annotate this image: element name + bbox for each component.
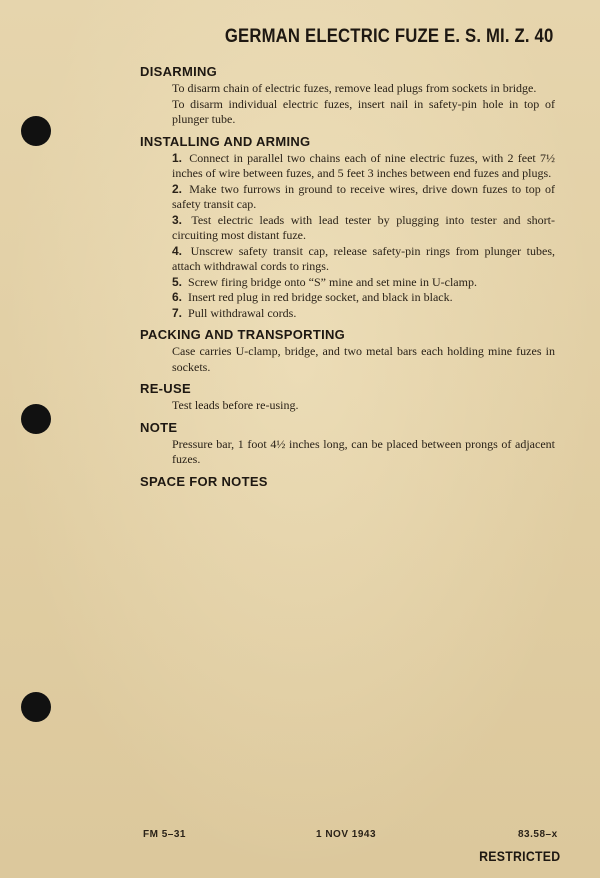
step-number: 6.: [172, 290, 183, 304]
step-number: 5.: [172, 274, 183, 289]
step-number: 1.: [172, 150, 183, 165]
list-item: [140, 306, 555, 322]
step-number: 3.: [172, 212, 183, 227]
section-heading: PACKING AND TRANSPORTING: [140, 327, 346, 342]
footer-code: 83.58–x: [518, 829, 558, 840]
section-note: [140, 420, 555, 468]
section-re-use: [140, 381, 555, 414]
step-text: Test electric leads with lead tester by plugging into tester and short-circuiting most distant fuze.: [172, 212, 555, 242]
section-heading: NOTE: [140, 419, 178, 435]
list-item: [140, 213, 555, 244]
step-text: Make two furrows in ground to receive wires, drive down fuzes to top of safety transit cap.: [172, 181, 556, 211]
step-number: 2.: [172, 181, 183, 196]
paragraph: To disarm chain of electric fuzes, remove lead plugs from sockets in bridge.: [172, 81, 537, 95]
step-number: 4.: [172, 243, 183, 258]
step-text: Insert red plug in red bridge socket, and black in black.: [188, 290, 453, 304]
list-item: [140, 275, 555, 291]
binder-hole-bottom: [21, 692, 51, 722]
footer-date: 1 NOV 1943: [316, 829, 377, 840]
section-heading: SPACE FOR NOTES: [140, 473, 268, 489]
section-space-for-notes: [140, 474, 555, 490]
paragraph: Test leads before re-using.: [172, 398, 299, 412]
binder-hole-middle: [21, 404, 51, 434]
section-heading: DISARMING: [140, 64, 218, 79]
step-number: 7.: [172, 305, 183, 320]
section-disarming: [140, 64, 555, 128]
list-item: [140, 182, 555, 213]
section-packing-transporting: [140, 327, 555, 375]
step-text: Connect in parallel two chains each of nine electric fuzes, with 2 feet 7½ inches of wire between fuzes, and 5 feet 3 inches between end fuzes and plugs.: [172, 150, 556, 180]
step-text: Screw firing bridge onto “S” mine and set mine in U-clamp.: [188, 274, 477, 289]
section-heading: INSTALLING AND ARMING: [140, 133, 311, 149]
paragraph: Pressure bar, 1 foot 4½ inches long, can be placed between prongs of adjacent fuzes.: [172, 436, 555, 466]
paragraph: To disarm individual electric fuzes, insert nail in safety-pin hole in top of plunger tube.: [172, 96, 555, 126]
page-title: GERMAN ELECTRIC FUZE E. S. MI. Z. 40: [225, 26, 554, 47]
footer-manual-number: FM 5–31: [143, 829, 186, 840]
list-item: [140, 151, 555, 182]
step-text: Pull withdrawal cords.: [188, 305, 297, 320]
paragraph: Case carries U-clamp, bridge, and two metal bars each holding mine fuzes in sockets.: [172, 344, 555, 374]
main-content: [140, 64, 555, 496]
list-item: [140, 290, 555, 306]
step-text: Unscrew safety transit cap, release safety-pin rings from plunger tubes, attach withdrawal cords to rings.: [172, 243, 555, 273]
binder-hole-top: [21, 116, 51, 146]
section-installing-arming: [140, 134, 555, 322]
section-heading: RE-USE: [140, 381, 191, 396]
classification-label: RESTRICTED: [478, 848, 560, 864]
list-item: [140, 244, 555, 275]
